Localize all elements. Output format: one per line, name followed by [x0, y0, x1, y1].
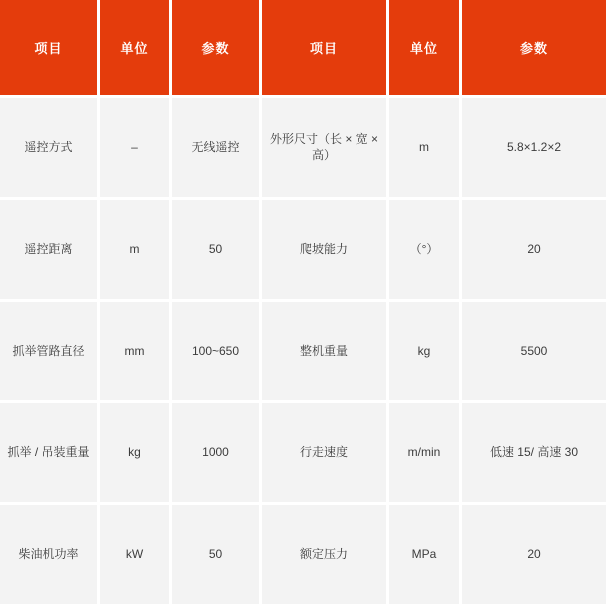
- cell-param: 低速 15/ 高速 30: [462, 403, 606, 502]
- cell-item-travel-speed: 行走速度: [262, 403, 386, 502]
- cell-param: 100~650: [172, 302, 259, 401]
- cell-item-rated-pressure: 额定压力: [262, 505, 386, 604]
- cell-item-overall-dimensions: 外形尺寸（长 × 宽 × 高）: [262, 98, 386, 197]
- cell-item-diesel-power: 柴油机功率: [0, 505, 97, 604]
- cell-unit: kW: [100, 505, 169, 604]
- cell-param: 20: [462, 505, 606, 604]
- cell-unit: kg: [100, 403, 169, 502]
- cell-unit: kg: [389, 302, 459, 401]
- cell-unit: （°）: [389, 200, 459, 299]
- header-unit-left: 单位: [100, 0, 169, 95]
- cell-unit: m: [389, 98, 459, 197]
- cell-item-remote-control-mode: 遥控方式: [0, 98, 97, 197]
- cell-param: 50: [172, 505, 259, 604]
- cell-unit: –: [100, 98, 169, 197]
- cell-unit: MPa: [389, 505, 459, 604]
- header-unit-right: 单位: [389, 0, 459, 95]
- cell-param: 50: [172, 200, 259, 299]
- header-param-right: 参数: [462, 0, 606, 95]
- cell-param: 5500: [462, 302, 606, 401]
- cell-param: 1000: [172, 403, 259, 502]
- cell-unit: m: [100, 200, 169, 299]
- cell-item-machine-weight: 整机重量: [262, 302, 386, 401]
- header-param-left: 参数: [172, 0, 259, 95]
- cell-param: 20: [462, 200, 606, 299]
- cell-param: 无线遥控: [172, 98, 259, 197]
- cell-item-gradeability: 爬坡能力: [262, 200, 386, 299]
- cell-unit: mm: [100, 302, 169, 401]
- cell-item-lifting-weight: 抓举 / 吊装重量: [0, 403, 97, 502]
- cell-param: 5.8×1.2×2: [462, 98, 606, 197]
- cell-unit: m/min: [389, 403, 459, 502]
- header-item-right: 项目: [262, 0, 386, 95]
- cell-item-pipe-diameter: 抓举管路直径: [0, 302, 97, 401]
- header-item-left: 项目: [0, 0, 97, 95]
- cell-item-remote-distance: 遥控距离: [0, 200, 97, 299]
